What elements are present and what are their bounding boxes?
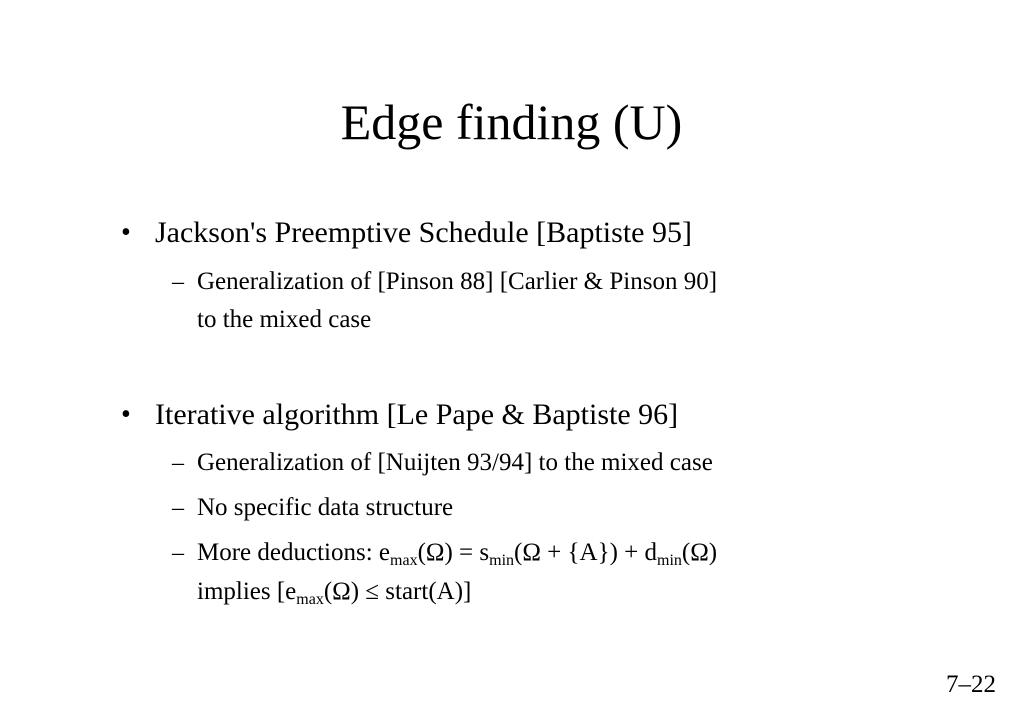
sub-bullet-text-pinson-line1: Generalization of [Pinson 88] [Carlier & Pinson 90] [197, 268, 718, 295]
formula-text: More deductions: e [197, 539, 391, 566]
sub-bullet-text-pinson-line2: to the mixed case [197, 306, 372, 333]
formula-text: implies [e [197, 578, 297, 605]
formula-subscript: min [657, 552, 682, 569]
formula-text: (Ω + {A}) + d [514, 539, 657, 566]
bullet-text-jackson: Jackson's Preemptive Schedule [Baptiste 95] [155, 216, 692, 249]
sub-bullet-marker: – [172, 495, 184, 521]
page-number: 7–22 [946, 671, 996, 698]
formula-subscript: max [296, 591, 324, 608]
formula-subscript: max [390, 552, 418, 569]
formula-text: (Ω) [681, 539, 718, 566]
formula-text: (Ω) = s [417, 539, 490, 566]
sub-bullet-text-deductions-line2 [197, 577, 471, 607]
formula-subscript: min [489, 552, 515, 569]
slide-title: Edge finding (U) [340, 94, 683, 150]
sub-bullet-text-nuijten: Generalization of [Nuijten 93/94] to the mixed case [197, 449, 713, 476]
sub-bullet-text-deductions-line1 [197, 538, 717, 568]
sub-bullet-marker: – [172, 540, 184, 566]
sub-bullet-marker: – [172, 269, 184, 295]
sub-bullet-marker: – [172, 450, 184, 476]
formula-text: (Ω) ≤ start(A)] [323, 578, 472, 605]
bullet-marker: • [121, 399, 131, 430]
bullet-marker: • [121, 217, 131, 248]
bullet-text-iterative: Iterative algorithm [Le Pape & Baptiste 96] [155, 398, 679, 431]
sub-bullet-text-data-structure: No specific data structure [197, 494, 454, 521]
